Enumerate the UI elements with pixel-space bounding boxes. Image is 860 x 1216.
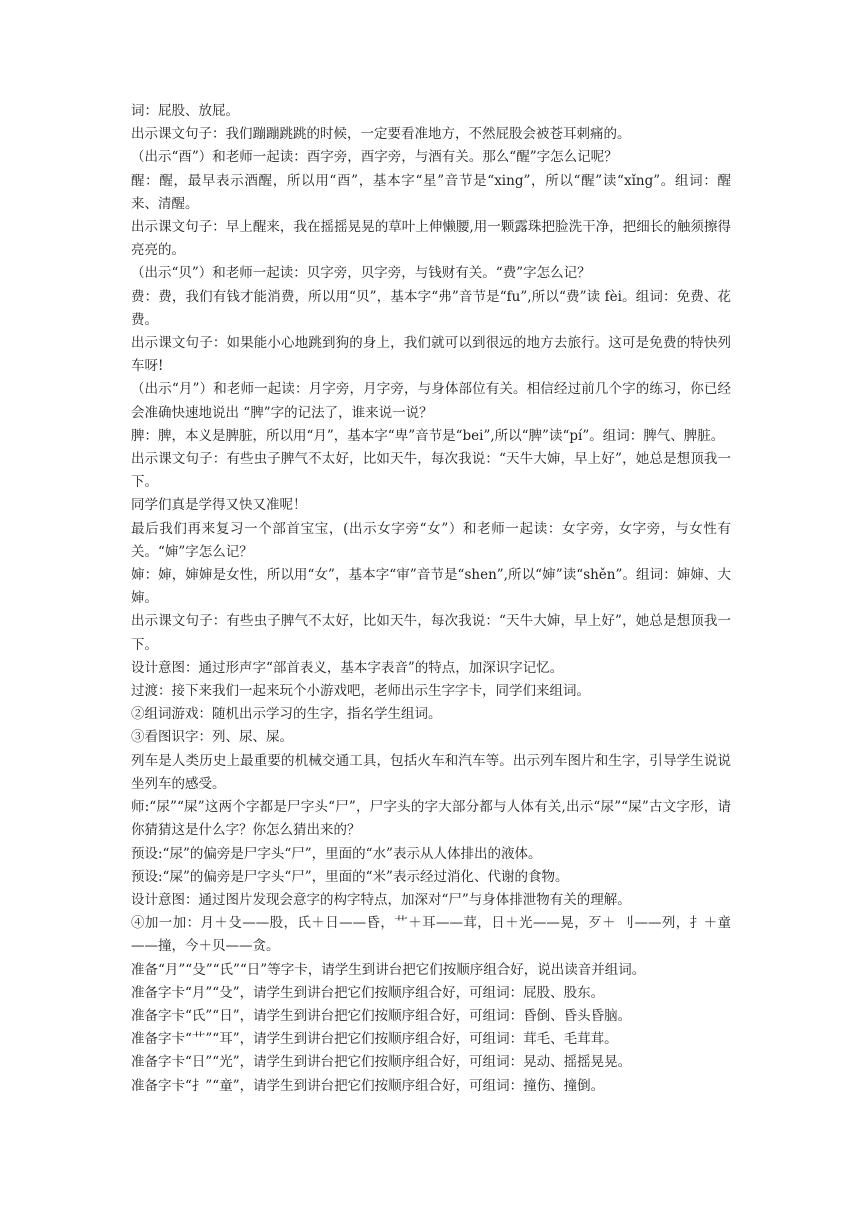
paragraph: 设计意图：通过图片发现会意字的构字特点，加深对“尸”与身体排泄物有关的理解。 xyxy=(131,891,631,908)
paragraph: ④加一加：月＋殳——股，氏＋日——昏，艹＋耳——茸，日＋光——晃，歹＋ 刂——列，扌＋童——撞，今＋贝——贪。 xyxy=(131,915,731,955)
paragraph: （出示“酉”）和老师一起读：酉字旁，酉字旁，与酒有关。那么“醒”字怎么记呢？ xyxy=(131,149,618,166)
paragraph: 脾：脾，本义是脾脏，所以用“月”，基本字“卑”音节是“bei”,所以“脾”读“pí”。组词：脾气、脾脏。 xyxy=(131,427,725,444)
paragraph: 准备字卡“氏”“日”，请学生到讲台把它们按顺序组合好，可组词：昏倒、昏头昏脑。 xyxy=(131,1007,632,1024)
paragraph: （出示“月”）和老师一起读：月字旁，月字旁，与身体部位有关。相信经过前几个字的练习，你已经会准确快速地说出 “脾”字的记法了，谁来说一说？ xyxy=(131,381,731,421)
paragraph: 出示课文句子：如果能小心地跳到狗的身上，我们就可以到很远的地方去旅行。这可是免费的特快列车呀! xyxy=(131,335,731,375)
paragraph: 同学们真是学得又快又准呢！ xyxy=(131,497,307,514)
paragraph: 出示课文句子：我们蹦蹦跳跳的时候，一定要看准地方，不然屁股会被苍耳刺痛的。 xyxy=(131,126,631,143)
paragraph: ②组词游戏：随机出示学习的生字，指名学生组词。 xyxy=(131,706,442,723)
paragraph: 设计意图：通过形声字“部首表义，基本字表音”的特点，加深识字记忆。 xyxy=(131,659,564,676)
paragraph: 过渡：接下来我们一起来玩个小游戏吧，老师出示生字字卡，同学们来组词。 xyxy=(131,683,590,700)
paragraph: 词：屁股、放屁。 xyxy=(131,103,239,119)
paragraph: 费：费，我们有钱才能消费，所以用“贝”，基本字“弗”音节是“fu”,所以“费”读 fèi。组词：免费、花费。 xyxy=(131,288,731,328)
paragraph: 预设:“屎”的偏旁是尸字头“尸”，里面的“米”表示经过消化、代谢的食物。 xyxy=(131,868,569,885)
paragraph: 最后我们再来复习一个部首宝宝，(出示女字旁“女”）和老师一起读：女字旁，女字旁，与女性有关。“婶”字怎么记？ xyxy=(131,520,731,560)
paragraph: 师:“尿”“屎”这两个字都是尸字头“尸”，尸字头的字大部分都与人体有关,出示“尿”“屎”古文字形，请你猜猜这是什么字？你怎么猜出来的？ xyxy=(131,799,731,839)
paragraph: 准备字卡“艹”“耳”，请学生到讲台把它们按顺序组合好，可组词：茸毛、毛茸茸。 xyxy=(131,1031,618,1048)
paragraph: 醒：醒，最早表示酒醒，所以用“酉”，基本字“星”音节是“xing”，所以“醒”读“xǐng”。组词：醒来、清醒。 xyxy=(131,172,731,212)
paragraph: 准备字卡“日”“光”，请学生到讲台把它们按顺序组合好，可组词：晃动、摇摇晃晃。 xyxy=(131,1054,632,1071)
paragraph: 婶：婶，婶婶是女性，所以用“女”，基本字“审”音节是“shen”,所以“婶”读“shěn”。组词：婶婶、大婶。 xyxy=(131,567,731,607)
paragraph: ③看图识字：列、尿、屎。 xyxy=(131,729,293,746)
paragraph: 出示课文句子：有些虫子脾气不太好，比如天牛，每次我说：“天牛大婶，早上好”，她总是想顶我一下。 xyxy=(131,613,731,653)
paragraph: （出示“贝”）和老师一起读：贝字旁，贝字旁，与钱财有关。“费”字怎么记？ xyxy=(131,265,591,282)
paragraph: 出示课文句子：有些虫子脾气不太好，比如天牛，每次我说：“天牛大婶，早上好”，她总是想顶我一下。 xyxy=(131,451,731,491)
paragraph: 预设:“尿”的偏旁是尸字头“尸”，里面的“水”表示从人体排出的液体。 xyxy=(131,845,542,862)
paragraph: 出示课文句子：早上醒来，我在摇摇晃晃的草叶上伸懒腰,用一颗露珠把脸洗干净，把细长的触须擦得亮亮的。 xyxy=(131,219,731,259)
paragraph: 列车是人类历史上最重要的机械交通工具，包括火车和汽车等。出示列车图片和生字，引导学生说说坐列车的感受。 xyxy=(131,752,731,792)
document-body xyxy=(131,100,731,1098)
paragraph: 准备字卡“扌”“童”，请学生到讲台把它们按顺序组合好，可组词：撞伤、撞倒。 xyxy=(131,1077,605,1094)
paragraph: 准备“月”“殳”“氏”“日”等字卡，请学生到讲台把它们按顺序组合好，说出读音并组词。 xyxy=(131,961,646,978)
paragraph: 准备字卡“月”“殳”，请学生到讲台把它们按顺序组合好，可组词：屁股、股东。 xyxy=(131,984,605,1001)
